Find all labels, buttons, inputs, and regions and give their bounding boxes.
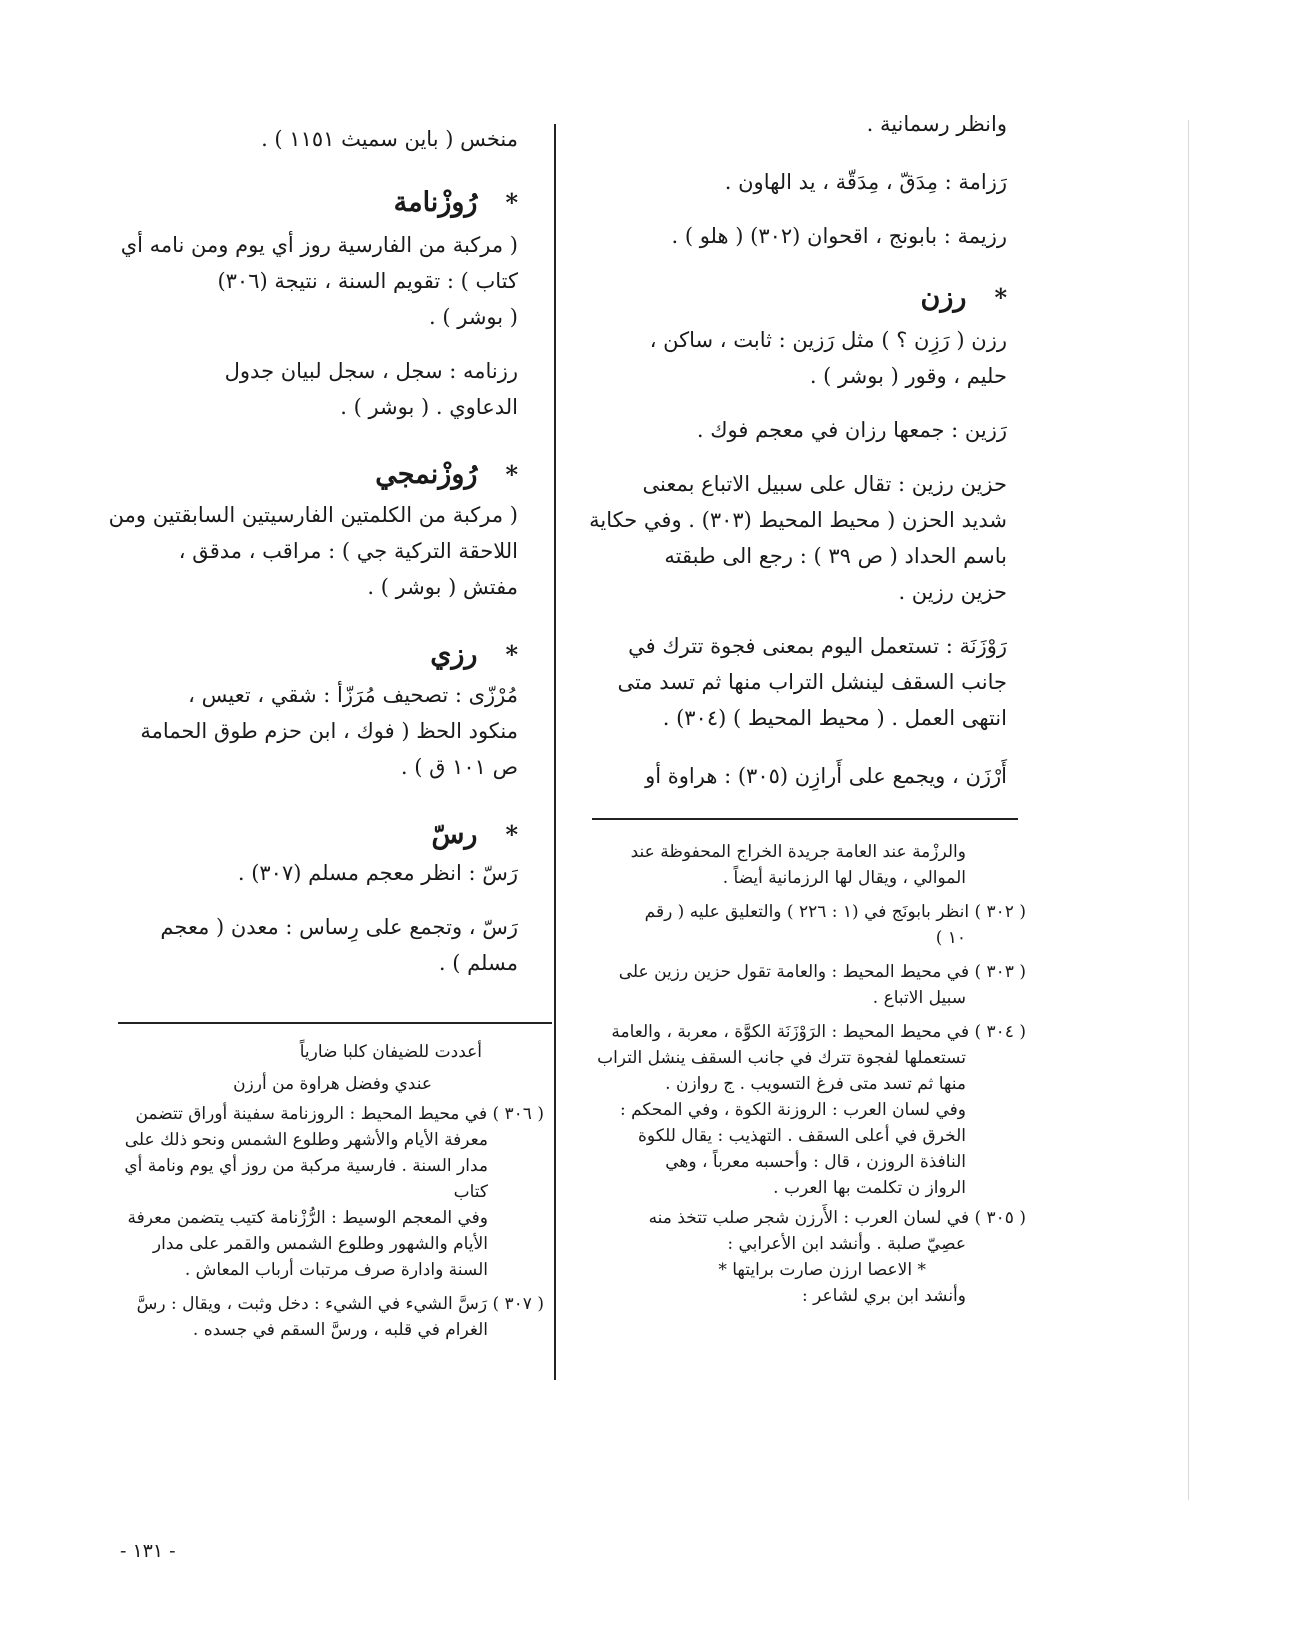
footnote-line: معرفة الأيام والأشهر وطلوع الشمس ونحو ذلك على bbox=[124, 1130, 488, 1150]
entry-heading-razn: *رزن bbox=[920, 282, 1007, 313]
text-line: مسلم ) . bbox=[438, 951, 518, 975]
footnote-line: والرزْمة عند العامة جريدة الخراج المحفوظة عند bbox=[630, 842, 966, 862]
footnote-line: الخرق في أعلى السقف . التهذيب : يقال للكوة bbox=[638, 1126, 966, 1146]
text-line: وانظر رسمانية . bbox=[866, 112, 1007, 136]
footnote-divider bbox=[592, 818, 1018, 820]
text-line: مفتش ( بوشر ) . bbox=[367, 575, 518, 599]
text-line: اللاحقة التركية جي ) : مراقب ، مدقق ، bbox=[178, 539, 518, 563]
text-line: رزيمة : بابونج ، اقحوان (٣٠٢) ( هلو ) . bbox=[671, 224, 1007, 248]
text-line: حزين رزين : تقال على سبيل الاتباع بمعنى bbox=[642, 472, 1007, 496]
footnote-line: ( ٣٠٤ ) في محيط المحيط : الرَوْزَنَة الكوَّة ، معربة ، والعامة bbox=[611, 1022, 1026, 1042]
footnote-line: ( ٣٠٥ ) في لسان العرب : الأَرزن شجر صلب تتخذ منه bbox=[648, 1208, 1026, 1228]
text-line: حليم ، وقور ( بوشر ) . bbox=[809, 364, 1007, 388]
text-line: كتاب ) : تقويم السنة ، نتيجة (٣٠٦) bbox=[217, 269, 518, 293]
footnote-line: سبيل الاتباع . bbox=[872, 988, 966, 1008]
footnote-line: الأيام والشهور وطلوع الشمس والقمر على مدار bbox=[152, 1234, 488, 1254]
text-line: أَرْزَن ، ويجمع على أَرازِن (٣٠٥) : هراوة أو bbox=[645, 764, 1007, 788]
entry-heading-razy: *رزي bbox=[430, 639, 518, 670]
footnote-line: الغرام في قلبه ، ورسَّ السقم في جسده . bbox=[192, 1320, 488, 1340]
footnote-line: السنة وادارة صرف مرتبات أرباب المعاش . bbox=[184, 1260, 488, 1280]
footnote-line: وفي المعجم الوسيط : الرُّزْنامة كتيب يتضمن معرفة bbox=[127, 1208, 488, 1228]
footnote-line: وأنشد ابن بري لشاعر : bbox=[802, 1286, 966, 1306]
text-line: رزن ( رَزِن ؟ ) مثل رَزين : ثابت ، ساكن ، bbox=[649, 328, 1007, 352]
text-line: ( بوشر ) . bbox=[429, 305, 518, 329]
text-line: منكود الحظ ( فوك ، ابن حزم طوق الحمامة bbox=[140, 719, 518, 743]
text-line: شديد الحزن ( محيط المحيط (٣٠٣) . وفي حكاية bbox=[589, 508, 1007, 532]
footnote-divider bbox=[118, 1022, 552, 1024]
text-line: الدعاوي . ( بوشر ) . bbox=[340, 395, 518, 419]
entry-heading-rass: *رسّ bbox=[431, 819, 518, 850]
footnote-line: ( ٣٠٢ ) انظر بابونَج في (١ : ٢٢٦ ) والتعليق عليه ( رقم bbox=[644, 902, 1026, 922]
text-line: منخس ( باين سميث ١١٥١ ) . bbox=[261, 127, 518, 151]
star-icon: * bbox=[994, 283, 1007, 312]
text-line: باسم الحداد ( ص ٣٩ ) : رجع الى طبقته bbox=[664, 544, 1007, 568]
footnote-line: منها ثم تسد متى فرغ التسويب . ج روازن . bbox=[665, 1074, 966, 1094]
footnote-line: الرواز ن تكلمت بها العرب . bbox=[773, 1178, 966, 1198]
footnote-line: ١٠ ) bbox=[935, 928, 966, 948]
text-line: رَوْزَنَة : تستعمل اليوم بمعنى فجوة تترك في bbox=[628, 634, 1007, 658]
star-icon: * bbox=[505, 460, 518, 489]
column-divider bbox=[554, 124, 556, 1380]
text-line: رَزين : جمعها رزان في معجم فوك . bbox=[696, 418, 1007, 442]
footnote-line: الموالي ، ويقال لها الرزمانية أيضاً . bbox=[722, 868, 966, 888]
footnote-line: عندي وفضل هراوة من أرزن bbox=[233, 1074, 432, 1094]
page-edge-line bbox=[1188, 120, 1189, 1500]
entry-heading-ruznamji: *رُوزْنمجي bbox=[375, 459, 518, 490]
entry-heading-ruznama: *رُوزْنامة bbox=[393, 187, 518, 218]
text-line: ص ١٠١ ق ) . bbox=[400, 755, 518, 779]
footnote-line: تستعملها لفجوة تترك في جانب السقف ينشل التراب bbox=[597, 1048, 966, 1068]
footnote-line: ( ٣٠٣ ) في محيط المحيط : والعامة تقول حزين رزين على bbox=[618, 962, 1026, 982]
footnote-line: النافذة الروزن ، قال : وأحسبه معرباً ، وهي bbox=[665, 1152, 966, 1172]
star-icon: * bbox=[505, 188, 518, 217]
text-line: رَزامة : مِدَقّ ، مِدَقّة ، يد الهاون . bbox=[724, 170, 1007, 194]
text-line: رزنامه : سجل ، سجل لبيان جدول bbox=[224, 359, 518, 383]
footnote-line: مدار السنة . فارسية مركبة من روز أي يوم ونامة أي bbox=[124, 1156, 488, 1176]
footnote-line: كتاب bbox=[453, 1182, 488, 1202]
footnote-line: ( ٣٠٧ ) رَسَّ الشيء في الشيء : دخل وثبت ، ويقال : رسَّ bbox=[136, 1294, 544, 1314]
footnote-line: وفي لسان العرب : الروزنة الكوة ، وفي المحكم : bbox=[619, 1100, 966, 1120]
footnote-line: ( ٣٠٦ ) في محيط المحيط : الروزنامة سفينة أوراق تتضمن bbox=[135, 1104, 544, 1124]
star-icon: * bbox=[505, 820, 518, 849]
footnote-line: أعددت للضيفان كلبا ضارياً bbox=[299, 1042, 482, 1062]
text-line: مُرْزّى : تصحيف مُرَزّأ : شقي ، تعيس ، bbox=[188, 683, 518, 707]
page-number: - ١٣١ - bbox=[120, 1540, 176, 1562]
footnote-line: * الاعصا ارزن صارت برايتها * bbox=[718, 1260, 926, 1280]
text-line: انتهى العمل . ( محيط المحيط ) (٣٠٤) . bbox=[662, 706, 1007, 730]
text-line: ( مركبة من الفارسية روز أي يوم ومن نامه أي bbox=[120, 233, 518, 257]
text-line: ( مركبة من الكلمتين الفارسيتين السابقتين ومن bbox=[108, 503, 518, 527]
text-line: رَسّ : انظر معجم مسلم (٣٠٧) . bbox=[237, 861, 518, 885]
text-line: رَسّ ، وتجمع على رِساس : معدن ( معجم bbox=[160, 915, 518, 939]
star-icon: * bbox=[505, 640, 518, 669]
text-line: حزين رزين . bbox=[898, 580, 1007, 604]
text-line: جانب السقف لينشل التراب منها ثم تسد متى bbox=[617, 670, 1007, 694]
footnote-line: عصِيّ صلبة . وأنشد ابن الأعرابي : bbox=[727, 1234, 966, 1254]
